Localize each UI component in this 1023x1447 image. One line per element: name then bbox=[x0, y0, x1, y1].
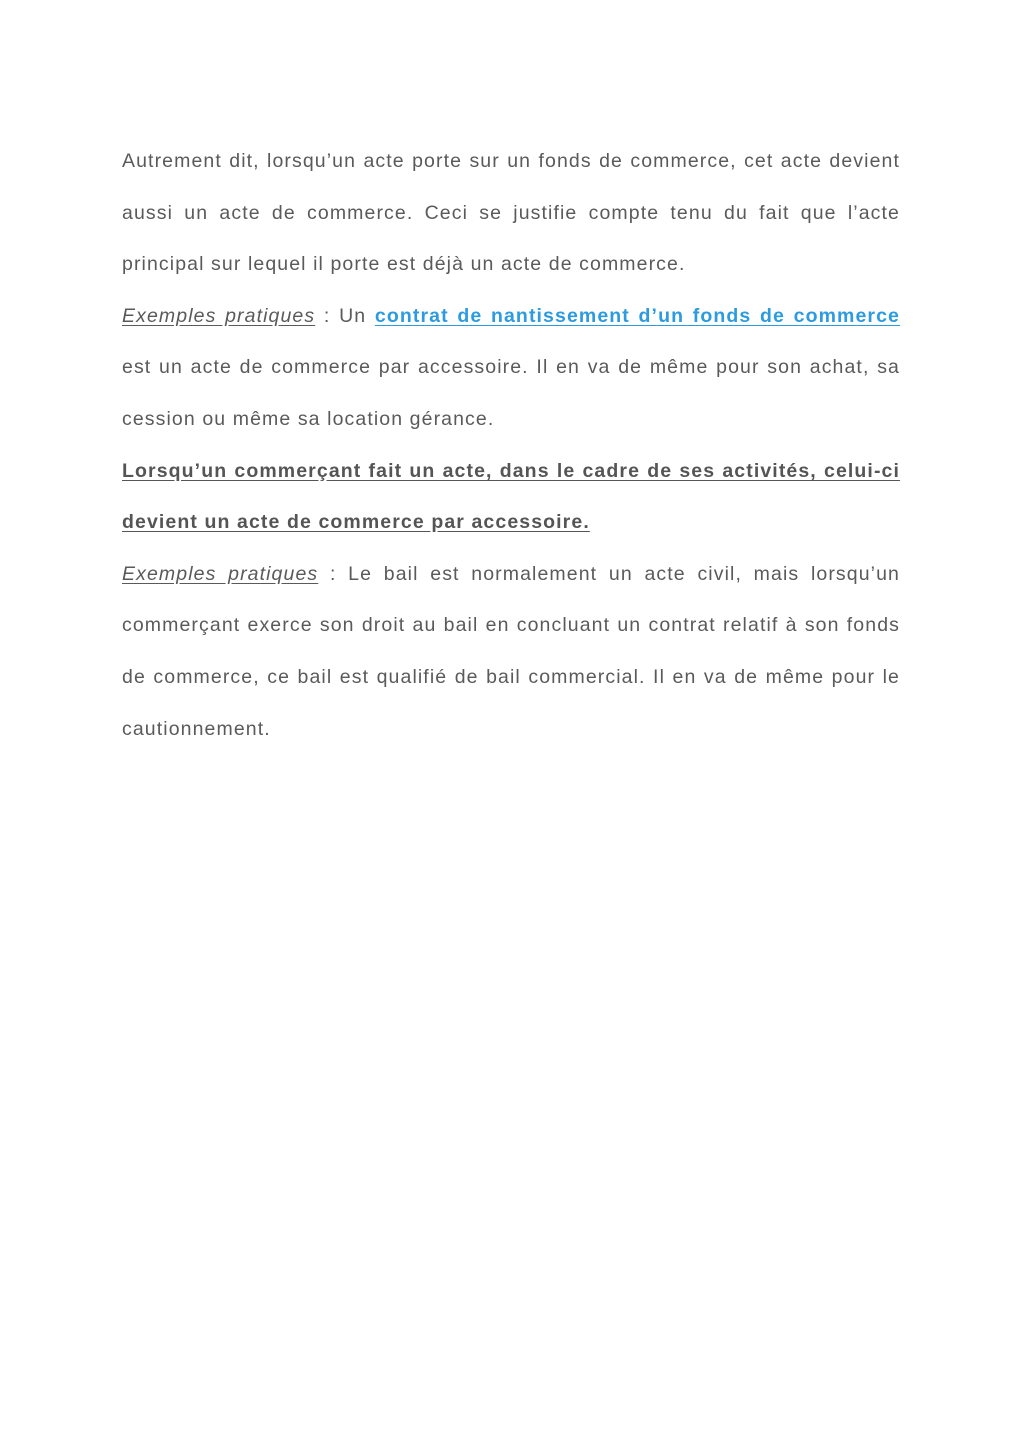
paragraph-intro: Autrement dit, lorsqu’un acte porte sur un fonds de commerce, cet acte devient aussi un acte de commerce. Ceci se justifie compte tenu du fait que l’acte principal sur lequel il porte est déjà un acte de commerce. bbox=[122, 150, 900, 276]
paragraph-example-2 bbox=[122, 549, 900, 755]
nantissement-link[interactable]: contrat de nantissement d’un fonds de commerce bbox=[374, 304, 901, 327]
example-1-text: est un acte de commerce par accessoire. Il en va de même pour son achat, sa cession ou même sa location gérance. bbox=[122, 356, 900, 430]
document-body bbox=[122, 136, 900, 755]
example-2-text: : Le bail est normalement un acte civil, mais lorsqu’un commerçant exerce son droit au bail en concluant un contrat relatif à son fonds de commerce, ce bail est qualifié de bail commercial. Il en va de même pour le cautionnement. bbox=[122, 562, 900, 740]
example-label: Exemples pratiques bbox=[122, 304, 316, 327]
example-separator: : Un bbox=[315, 304, 375, 327]
paragraph-example-1 bbox=[122, 291, 900, 446]
paragraph-rule: Lorsqu’un commerçant fait un acte, dans le cadre de ses activités, celui-ci devient un acte de commerce par accessoire. bbox=[122, 459, 900, 534]
example-label: Exemples pratiques bbox=[122, 562, 319, 585]
